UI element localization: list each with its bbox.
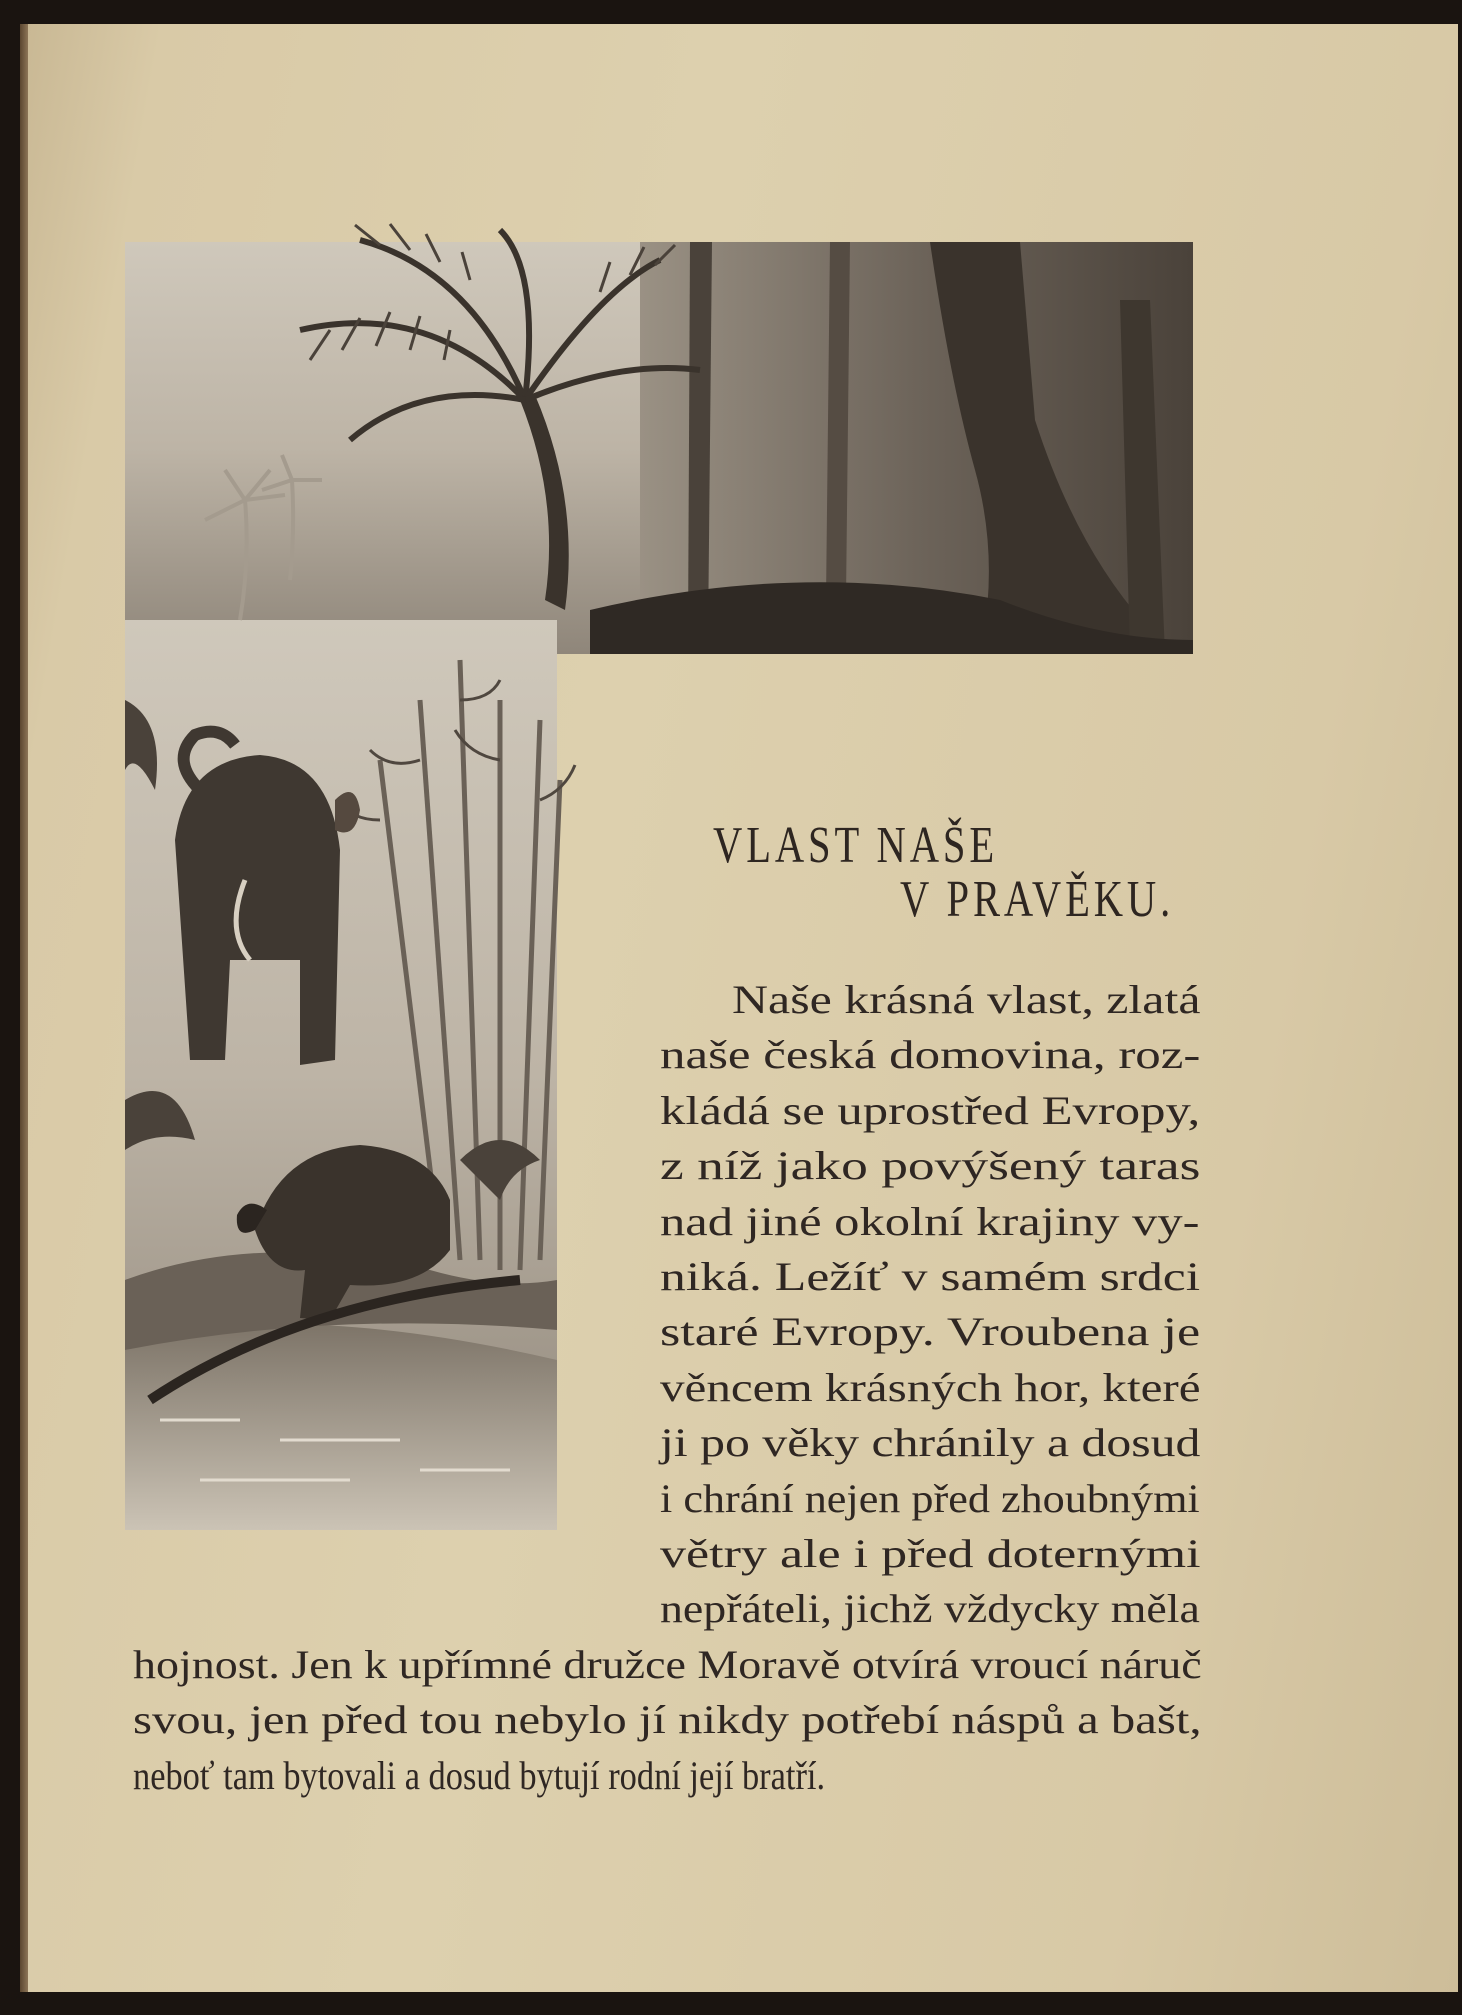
body-line: nad jiné okolní krajiny vy- bbox=[660, 1198, 1200, 1244]
body-line: větry ale i před doternými bbox=[660, 1531, 1201, 1576]
body-line: hojnost. Jen k upřímné družce Moravě otvírá vroucí náruč bbox=[133, 1641, 1202, 1687]
body-line: Naše krásná vlast, zlatá bbox=[732, 977, 1201, 1022]
body-line: věncem krásných hor, které bbox=[660, 1364, 1201, 1410]
body-line: svou, jen před tou nebylo jí nikdy potřebí náspů a bašt, bbox=[133, 1697, 1202, 1743]
body-line: ji po věky chránily a dosud bbox=[660, 1420, 1201, 1466]
chapter-title-line-1: VLAST NAŠE bbox=[713, 817, 999, 874]
chapter-title-line-2: V PRAVĚKU. bbox=[900, 871, 1175, 928]
body-line: i chrání nejen před zhoubnými bbox=[660, 1475, 1200, 1521]
body-line: z níž jako povýšený taras bbox=[660, 1143, 1201, 1189]
body-line: niká. Ležíť v samém srdci bbox=[660, 1254, 1201, 1299]
body-line: naše česká domovina, roz- bbox=[660, 1032, 1201, 1078]
body-line: staré Evropy. Vroubena je bbox=[660, 1309, 1201, 1355]
body-line: nepřáteli, jichž vždycky měla bbox=[660, 1586, 1200, 1632]
body-line: neboť tam bytovali a dosud bytují rodní její bratří. bbox=[133, 1752, 826, 1798]
book-spine bbox=[20, 24, 28, 1992]
body-line: kládá se uprostřed Evropy, bbox=[660, 1087, 1201, 1133]
